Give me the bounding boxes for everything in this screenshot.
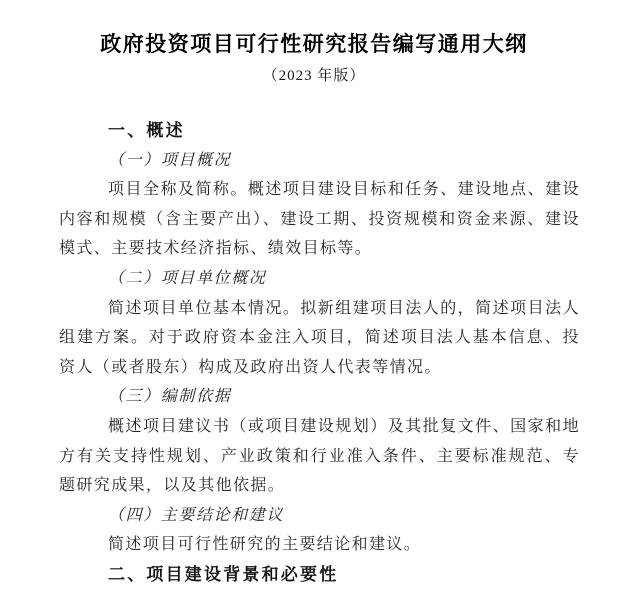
subsection-heading-main-conclusions: （四）主要结论和建议: [108, 506, 285, 524]
paragraph-project-unit-overview: 简述项目单位基本情况。拟新组建项目法人的，简述项目法人组建方案。对于政府资本金注入项目，简述项目法人基本信息、投资人（或者股东）构成及政府出资人代表等情况。: [59, 299, 580, 376]
document-title: 政府投资项目可行性研究报告编写通用大纲: [100, 32, 528, 56]
document-subtitle: （2023 年版）: [262, 68, 366, 84]
section-heading-background-necessity: 二、项目建设背景和必要性: [108, 564, 339, 584]
paragraph-compilation-basis: 概述项目建议书（或项目建设规划）及其批复文件、国家和地方有关支持性规划、产业政策和行业准入条件、主要标准规范、专题研究成果，以及其他依据。: [59, 417, 580, 495]
paragraph-project-overview: 项目全称及简称。概述项目建设目标和任务、建设地点、建设内容和规模（含主要产出）、建设工期、投资规模和资金来源、建设模式、主要技术经济指标、绩效目标等。: [59, 181, 580, 258]
paragraph-main-conclusions: 简述项目可行性研究的主要结论和建议。: [108, 536, 422, 554]
subsection-heading-project-unit-overview: （二）项目单位概况: [108, 269, 267, 287]
subsection-heading-project-overview: （一）项目概况: [108, 151, 232, 169]
subsection-heading-compilation-basis: （三）编制依据: [108, 388, 232, 406]
section-heading-overview: 一、概述: [108, 121, 185, 140]
document-body: [59, 116, 580, 590]
